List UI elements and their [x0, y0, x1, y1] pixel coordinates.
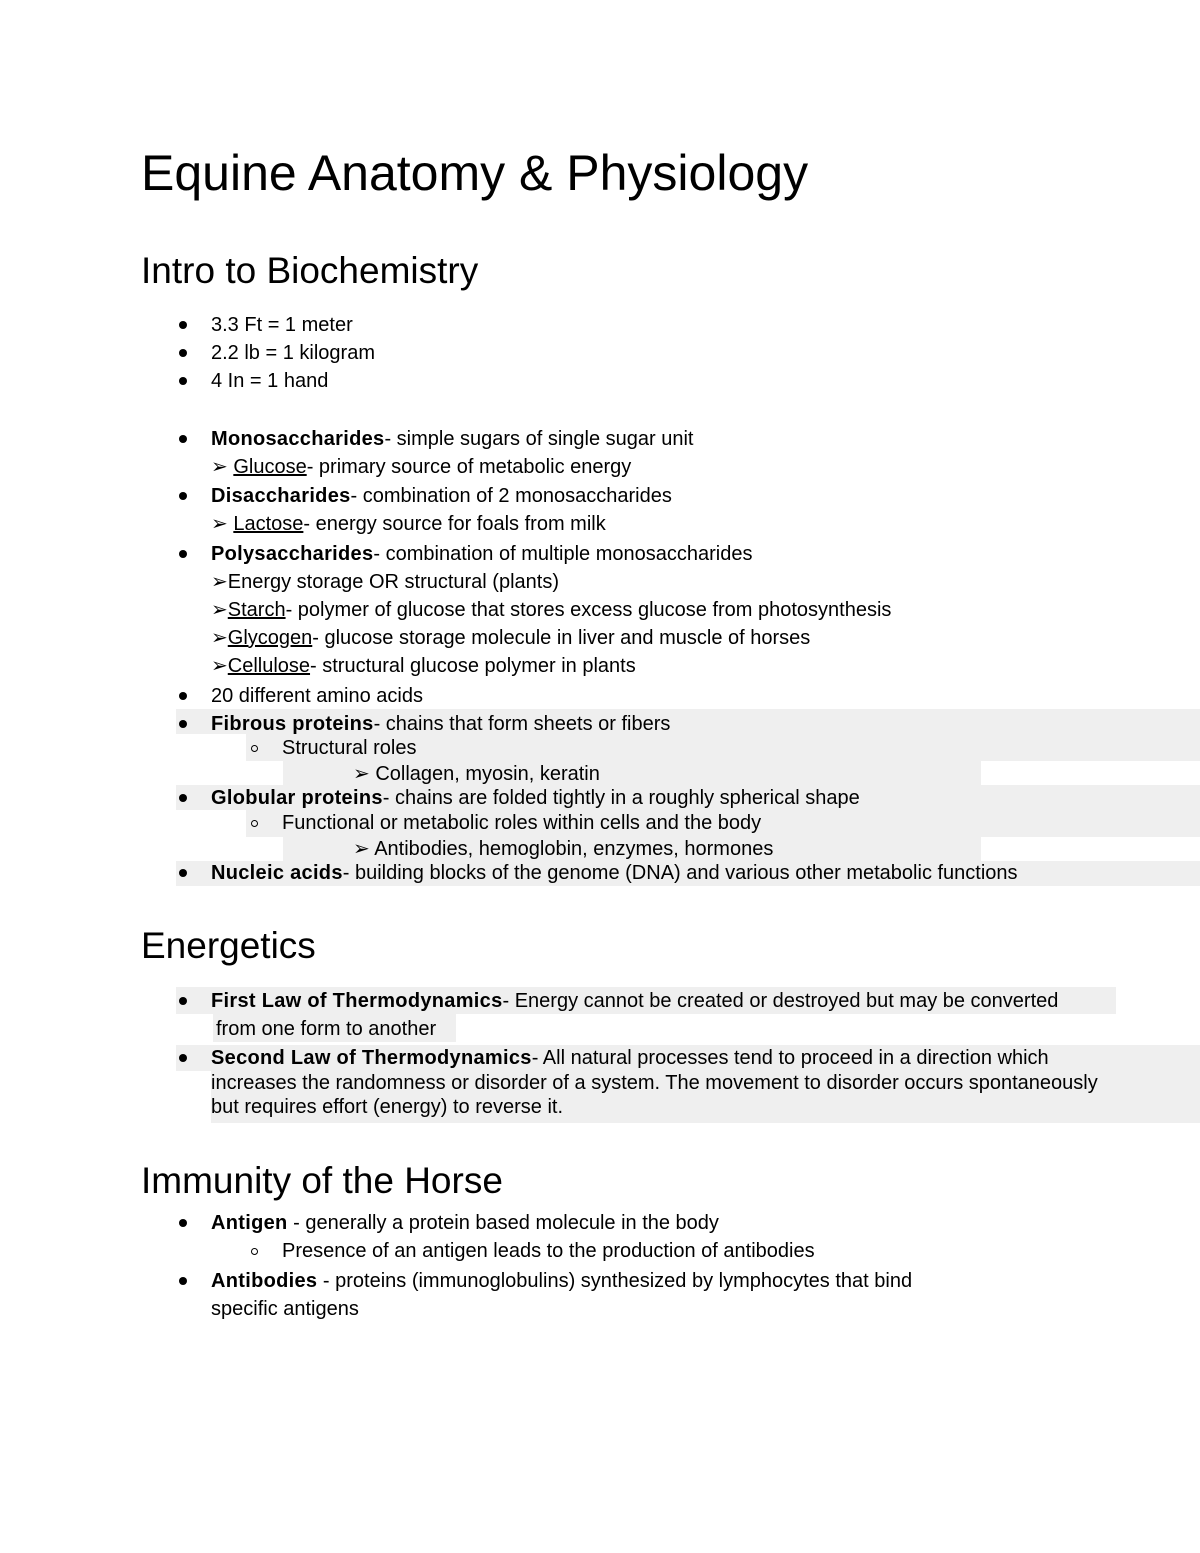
list-item-second-law	[211, 1046, 1049, 1070]
term: Globular proteins	[211, 787, 383, 809]
term: Disaccharides	[211, 485, 351, 507]
term: Lactose	[233, 513, 304, 535]
list-item-disaccharides	[211, 484, 672, 508]
arrow-icon: ➢	[211, 513, 234, 535]
definition: - proteins (immunoglobulins) synthesized by lymphocytes that bind	[317, 1270, 913, 1292]
sub-item-lactose	[211, 512, 606, 536]
bullet	[179, 435, 187, 443]
sub-item-functional-roles: Functional or metabolic roles within cells and the body	[282, 812, 762, 834]
sub-item-antigen-presence: Presence of an antigen leads to the production of antibodies	[282, 1240, 815, 1262]
sub-item-starch	[211, 598, 891, 622]
bullet	[179, 1219, 187, 1227]
arrow-icon: ➢	[211, 599, 228, 621]
sub-item-structural-roles: Structural roles	[282, 737, 417, 759]
second-law-line-2: increases the randomness or disorder of a system. The movement to disorder occurs spontaneously	[211, 1072, 1098, 1094]
definition: - combination of 2 monosaccharides	[350, 485, 672, 507]
hollow-bullet	[251, 820, 258, 827]
sub-item-energy-storage: ➢Energy storage OR structural (plants)	[211, 571, 559, 593]
section-heading-immunity: Immunity of the Horse	[141, 1160, 503, 1201]
list-item-monosaccharides	[211, 427, 694, 451]
section-heading-biochemistry: Intro to Biochemistry	[141, 250, 479, 291]
definition: - chains that form sheets or fibers	[373, 713, 671, 735]
definition: - energy source for foals from milk	[303, 513, 606, 535]
bullet	[179, 997, 187, 1005]
list-item-fibrous-proteins	[211, 712, 670, 736]
term: Antibodies	[211, 1270, 318, 1292]
sub-item-antibodies-list: ➢ Antibodies, hemoglobin, enzymes, hormones	[353, 838, 774, 860]
bullet	[179, 869, 187, 877]
bullet	[179, 349, 187, 357]
second-law-line-3: but requires effort (energy) to reverse it.	[211, 1096, 564, 1118]
definition: - Energy cannot be created or destroyed but may be converted	[502, 990, 1059, 1012]
bullet	[179, 794, 187, 802]
list-item-polysaccharides	[211, 542, 752, 566]
bullet	[179, 1277, 187, 1285]
definition: - generally a protein based molecule in the body	[287, 1212, 719, 1234]
bullet	[179, 550, 187, 558]
bullet	[179, 321, 187, 329]
hollow-bullet	[251, 1248, 258, 1255]
bullet	[179, 720, 187, 728]
hollow-bullet	[251, 745, 258, 752]
list-item-antibodies	[211, 1269, 912, 1293]
sub-item-cellulose	[211, 654, 636, 678]
sub-item-collagen: ➢ Collagen, myosin, keratin	[353, 763, 600, 785]
definition: - building blocks of the genome (DNA) and various other metabolic functions	[342, 862, 1018, 884]
list-item-antigen	[211, 1211, 719, 1235]
term: Second Law of Thermodynamics	[211, 1047, 532, 1069]
bullet	[179, 377, 187, 385]
list-item-globular-proteins	[211, 786, 860, 810]
conversion-item: 3.3 Ft = 1 meter	[211, 314, 353, 336]
antibodies-continued: specific antigens	[211, 1298, 359, 1320]
term: Glycogen	[227, 627, 313, 649]
definition: - structural glucose polymer in plants	[310, 655, 636, 677]
list-item-amino-acids: 20 different amino acids	[211, 685, 423, 707]
term: Polysaccharides	[211, 543, 374, 565]
document-title: Equine Anatomy & Physiology	[141, 145, 809, 201]
section-heading-energetics: Energetics	[141, 925, 316, 966]
list-item-first-law	[211, 989, 1058, 1013]
term: Starch	[227, 599, 286, 621]
arrow-icon: ➢	[211, 456, 234, 478]
term: First Law of Thermodynamics	[211, 990, 503, 1012]
arrow-icon: ➢	[211, 627, 228, 649]
term: Nucleic acids	[211, 862, 343, 884]
bullet	[179, 492, 187, 500]
definition: - chains are folded tightly in a roughly spherical shape	[382, 787, 860, 809]
bullet	[179, 1054, 187, 1062]
conversion-item: 2.2 lb = 1 kilogram	[211, 342, 375, 364]
definition: - primary source of metabolic energy	[306, 456, 632, 478]
term: Cellulose	[227, 655, 311, 677]
conversion-item: 4 In = 1 hand	[211, 370, 329, 392]
definition: - combination of multiple monosaccharides	[373, 543, 753, 565]
term: Fibrous proteins	[211, 713, 374, 735]
definition: - All natural processes tend to proceed in a direction which	[531, 1047, 1049, 1069]
term: Glucose	[233, 456, 307, 478]
term: Antigen	[211, 1212, 288, 1234]
definition: - polymer of glucose that stores excess glucose from photosynthesis	[285, 599, 892, 621]
list-item-nucleic-acids	[211, 861, 1018, 885]
first-law-continued: from one form to another	[216, 1018, 437, 1040]
arrow-icon: ➢	[211, 655, 228, 677]
bullet	[179, 692, 187, 700]
term: Monosaccharides	[211, 428, 385, 450]
definition: - glucose storage molecule in liver and muscle of horses	[312, 627, 811, 649]
sub-item-glucose	[211, 455, 631, 479]
sub-item-glycogen	[211, 626, 810, 650]
definition: - simple sugars of single sugar unit	[384, 428, 694, 450]
